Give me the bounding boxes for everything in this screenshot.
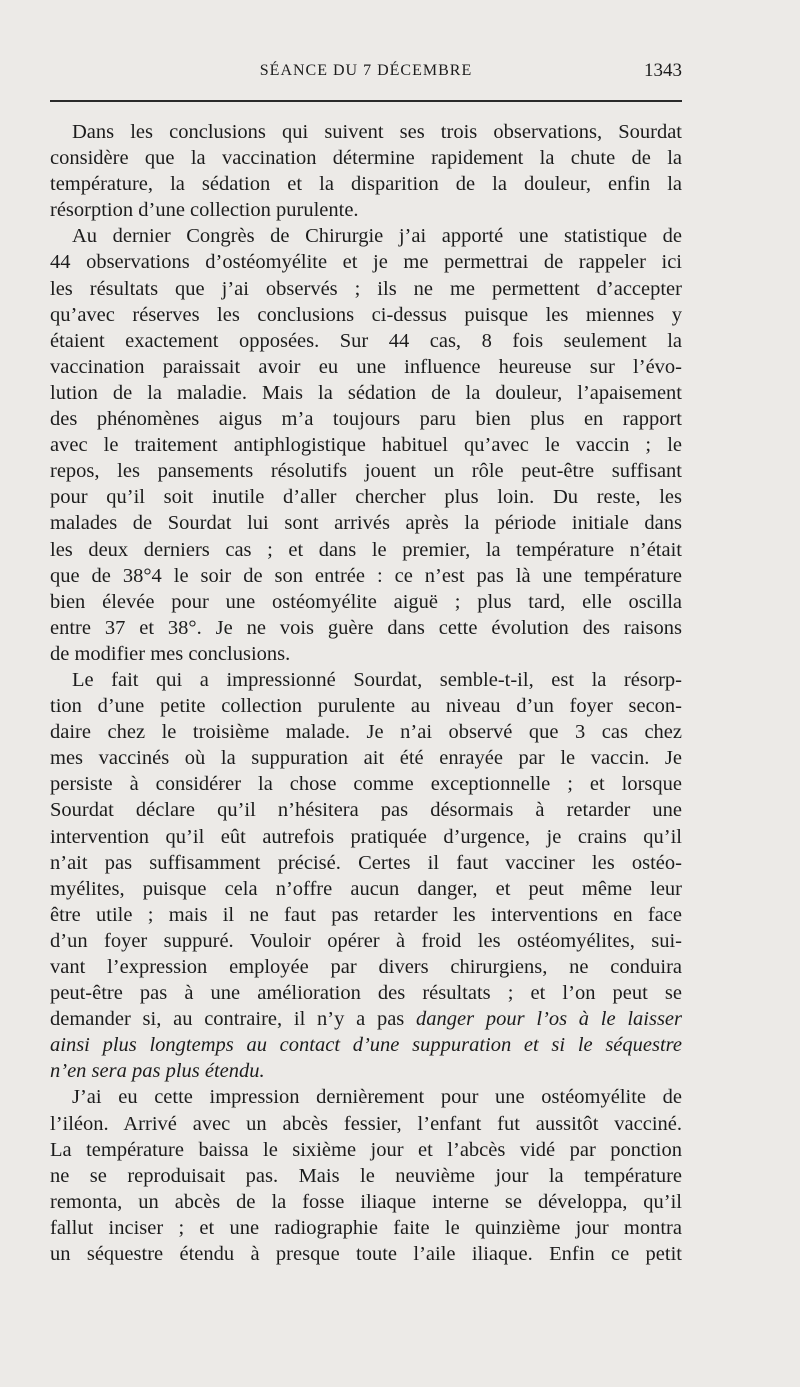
text-line: de modifier mes conclusions. — [50, 642, 291, 665]
text-line: Sourdat déclare qu’il n’hésitera pas désormais à retarder une — [50, 799, 682, 822]
text-line: considère que la vaccination détermine rapidement la chute de la — [50, 147, 682, 170]
text-line-italic: ainsi plus longtemps au contact d’une suppuration et si le séquestre — [50, 1034, 682, 1057]
text-line: 44 observations d’ostéomyélite et je me permettrai de rappeler ici — [50, 251, 682, 274]
text-line: La température baissa le sixième jour et l’abcès vidé par ponction — [50, 1138, 682, 1161]
text-line: vant l’expression employée par divers chirurgiens, ne conduira — [50, 956, 682, 978]
text-line: Dans les conclusions qui suivent ses trois observations, Sourdat — [72, 121, 682, 143]
text-line: peut-être pas à une amélioration des résultats ; et l’on peut se — [50, 982, 682, 1005]
text-line: entre 37 et 38°. Je ne vois guère dans cette évolution des raisons — [50, 616, 682, 639]
text-line: Le fait qui a impressionné Sourdat, semble-t-il, est la résorp- — [72, 668, 682, 691]
text-segment: demander si, au contraire, il n’y a pas — [50, 1008, 405, 1031]
text-line-mixed — [50, 1006, 682, 1032]
text-line: n’ait pas suffisamment précisé. Certes il faut vacciner les ostéo- — [50, 851, 682, 874]
text-line: que de 38°4 le soir de son entrée : ce n’est pas là une température — [50, 564, 682, 587]
text-line: persiste à considérer la chose comme exceptionnelle ; et lorsque — [50, 773, 682, 796]
text-line: myélites, puisque cela n’offre aucun danger, et peut même leur — [50, 877, 682, 900]
text-line-italic: n’en sera pas plus étendu. — [50, 1060, 265, 1083]
text-line: être utile ; mais il ne faut pas retarder les interventions en face — [50, 903, 682, 926]
text-line: les deux derniers cas ; et dans le premier, la température n’était — [50, 538, 682, 561]
running-header — [50, 60, 682, 86]
text-line: mes vaccinés où la suppuration ait été enrayée par le vaccin. Je — [50, 747, 682, 770]
text-line: remonta, un abcès de la fosse iliaque interne se développa, qu’il — [50, 1190, 682, 1213]
italic-segment: danger pour l’os à le laisser — [416, 1008, 683, 1031]
text-line: tion d’une petite collection purulente au niveau d’un foyer secon- — [50, 695, 682, 718]
text-line: ne se reproduisait pas. Mais le neuvième jour la température — [50, 1164, 682, 1187]
text-line: Au dernier Congrès de Chirurgie j’ai apporté une statistique de — [72, 225, 682, 248]
text-line: étaient exactement opposées. Sur 44 cas, 8 fois seulement la — [50, 329, 682, 352]
text-line: J’ai eu cette impression dernièrement pour une ostéomyélite de — [72, 1086, 682, 1109]
text-line: température, la sédation et la disparition de la douleur, enfin la — [50, 173, 682, 196]
text-line: pour qu’il soit inutile d’aller chercher plus loin. Du reste, les — [50, 486, 682, 509]
header-title: SÉANCE DU 7 DÉCEMBRE — [259, 62, 473, 79]
page-number: 1343 — [644, 60, 682, 81]
text-line: qu’avec réserves les conclusions ci-dessus puisque les miennes y — [50, 303, 682, 326]
text-line: intervention qu’il eût autrefois pratiquée d’urgence, je crains qu’il — [50, 825, 682, 848]
text-line: bien élevée pour une ostéomyélite aiguë ; plus tard, elle oscilla — [50, 590, 682, 613]
text-line: des phénomènes aigus m’a toujours paru bien plus en rapport — [50, 408, 682, 431]
text-line: daire chez le troisième malade. Je n’ai observé que 3 cas chez — [50, 721, 682, 744]
text-line: vaccination paraissait avoir eu une influence heureuse sur l’évo- — [50, 355, 682, 378]
text-line: avec le traitement antiphlogistique habituel qu’avec le vaccin ; le — [50, 434, 682, 457]
text-line: d’un foyer suppuré. Vouloir opérer à froid les ostéomyélites, sui- — [50, 929, 682, 952]
text-line: les résultats que j’ai observés ; ils ne me permettent d’accepter — [50, 277, 682, 300]
text-line: malades de Sourdat lui sont arrivés après la période initiale dans — [50, 512, 682, 535]
text-line: fallut inciser ; et une radiographie faite le quinzième jour montra — [50, 1216, 682, 1239]
text-line: un séquestre étendu à presque toute l’aile iliaque. Enfin ce petit — [50, 1243, 682, 1266]
text-line: l’iléon. Arrivé avec un abcès fessier, l’enfant fut aussitôt vacciné. — [50, 1112, 682, 1135]
header-rule — [50, 100, 682, 102]
text-line: résorption d’une collection purulente. — [50, 199, 359, 222]
text-line: repos, les pansements résolutifs jouent un rôle peut-être suffisant — [50, 460, 682, 483]
body-text — [50, 119, 682, 1267]
text-line: lution de la maladie. Mais la sédation de la douleur, l’apaisement — [50, 381, 682, 404]
